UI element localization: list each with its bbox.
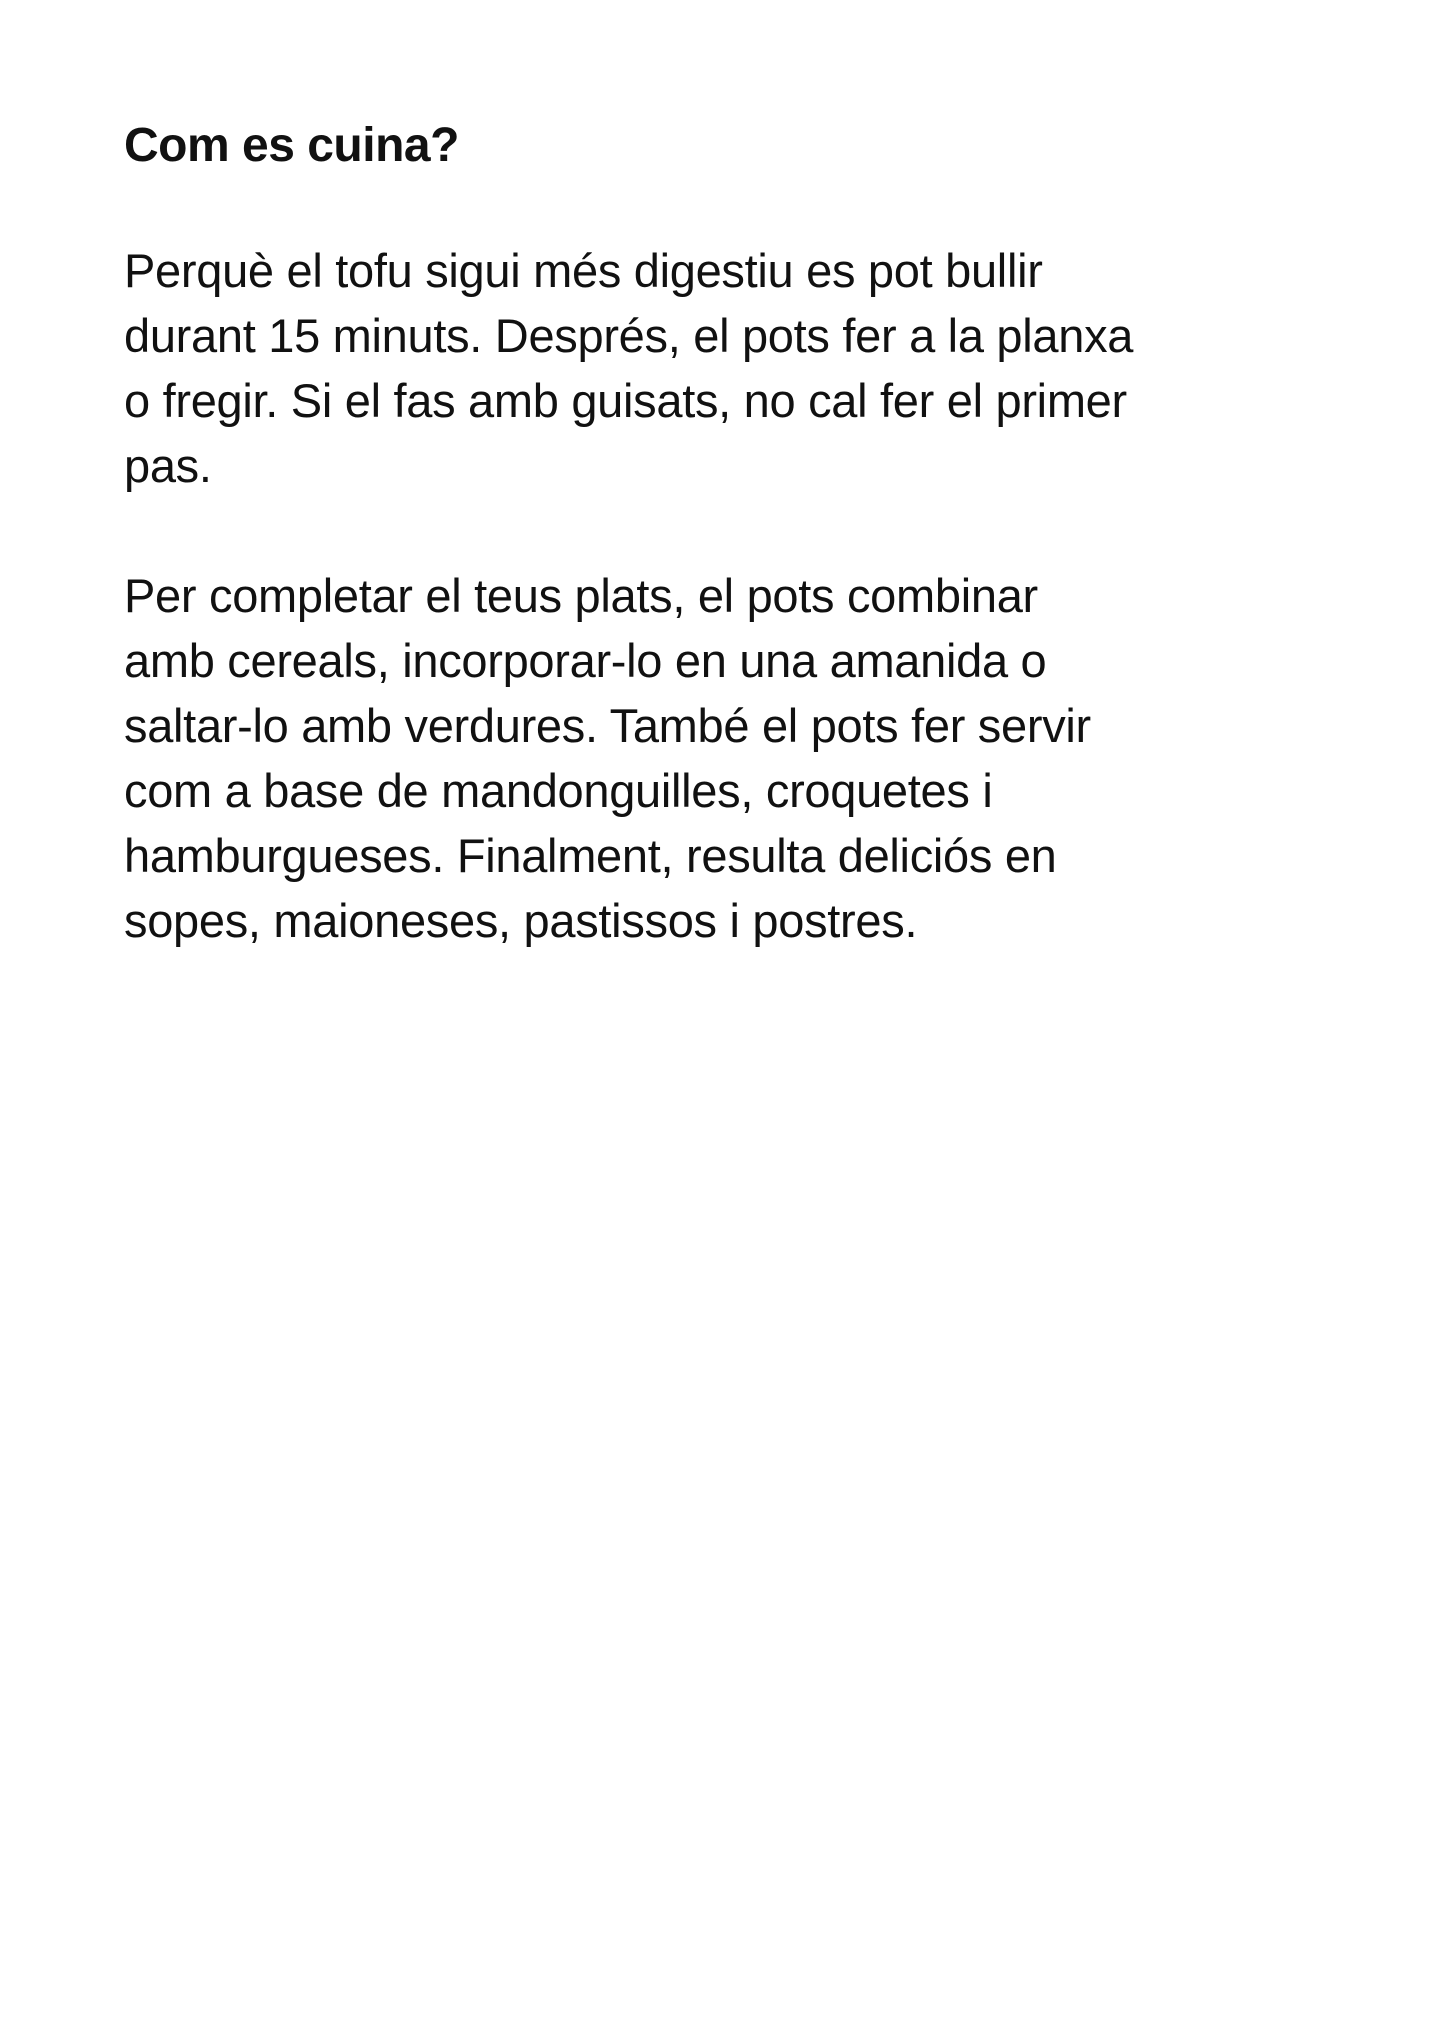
paragraph-preparation: Perquè el tofu sigui més digestiu es pot bullir durant 15 minuts. Després, el pots fer a la planxa o fregir. Si el fas amb guisats, no cal fer el primer pas. [124, 244, 1134, 492]
document-page [124, 110, 1304, 1018]
section-heading: Com es cuina? [124, 119, 459, 172]
paragraph-serving-ideas: Per completar el teus plats, el pots combinar amb cereals, incorporar-lo en una amanida o saltar-lo amb verdures. També el pots fer servir com a base de mandonguilles, croquetes i hamburgueses. Finalment, resulta deliciós en sopes, maioneses, pastissos i postres. [124, 569, 1091, 947]
